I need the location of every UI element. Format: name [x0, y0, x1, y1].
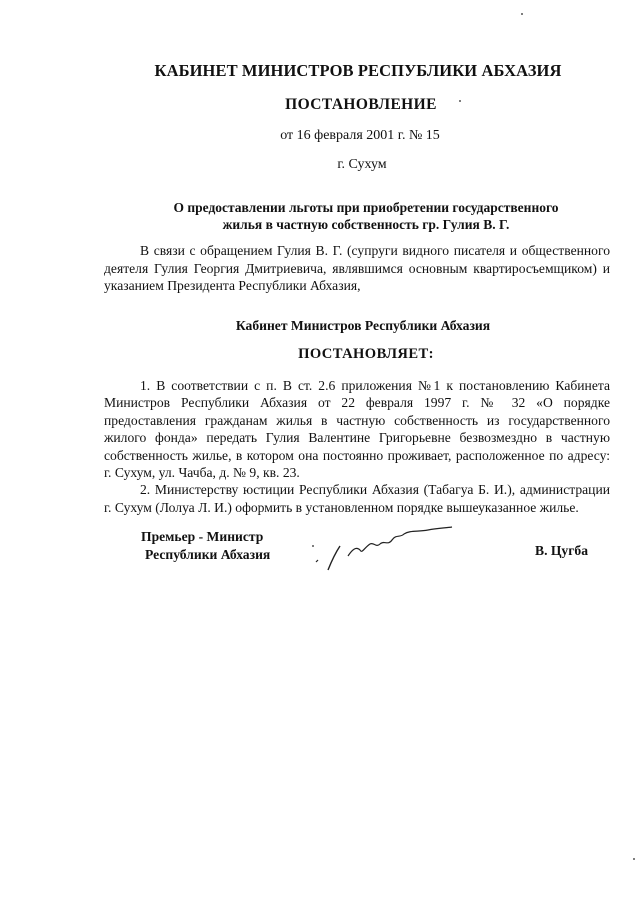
resolution-item-1: 1. В соответствии с п. В ст. 2.6 приложения №1 к постановлению Кабинета Министров Республики Абхазия от 22 февраля 1997 г. № 32 «О порядке предоставления гражданам жилья в частную собственность из государственного жилого фонда» передать Гулия Валентине Григорьевне безвозмездно в частную собственность жилье, в котором она постоянно проживает, расположенное по адресу: г. Сухум, ул. Чачба, д. № 9, кв. 23.: [104, 378, 610, 481]
document-subject: [0, 199, 640, 233]
document-date-number: от 16 февраля 2001 г. № 15: [280, 128, 440, 143]
enacting-verb: ПОСТАНОВЛЯЕТ:: [298, 346, 434, 362]
enacting-body: Кабинет Министров Республики Абхазия: [235, 318, 491, 333]
signatory-name: В. Цугба: [535, 543, 589, 558]
signatory-position: [141, 528, 270, 563]
preamble: [104, 242, 610, 295]
scan-speck: [633, 858, 635, 860]
scan-speck: [312, 545, 314, 547]
organization-title: КАБИНЕТ МИНИСТРОВ РЕСПУБЛИКИ АБХАЗИЯ: [154, 61, 562, 80]
subject-line-1: О предоставлении льготы при приобретении государственного: [173, 200, 559, 215]
scan-speck: [459, 100, 461, 102]
handwritten-signature: [300, 512, 460, 574]
resolution-item-2: 2. Министерству юстиции Республики Абхазия (Табагуа Б. И.), администрации г. Сухум (Лолуа Л. И.) оформить в установленном порядке вышеуказанное жилье.: [104, 482, 610, 515]
scan-speck: [521, 13, 523, 15]
subject-line-2: жилья в частную собственность гр. Гулия В. Г.: [222, 217, 510, 232]
signatory-position-line-1: Премьер - Министр: [141, 529, 264, 544]
signatory-position-line-2: Республики Абхазия: [145, 546, 271, 562]
preamble-text: В связи с обращением Гулия В. Г. (супруги видного писателя и общественного деятеля Гулия Георгия Дмитриевича, являвшимся основным квартиросъемщиком) и указанием Президента Республики Абхазия,: [104, 243, 610, 293]
document-type: ПОСТАНОВЛЕНИЕ: [285, 96, 437, 113]
resolution-items: [104, 377, 610, 516]
document-place: г. Сухум: [337, 157, 387, 172]
